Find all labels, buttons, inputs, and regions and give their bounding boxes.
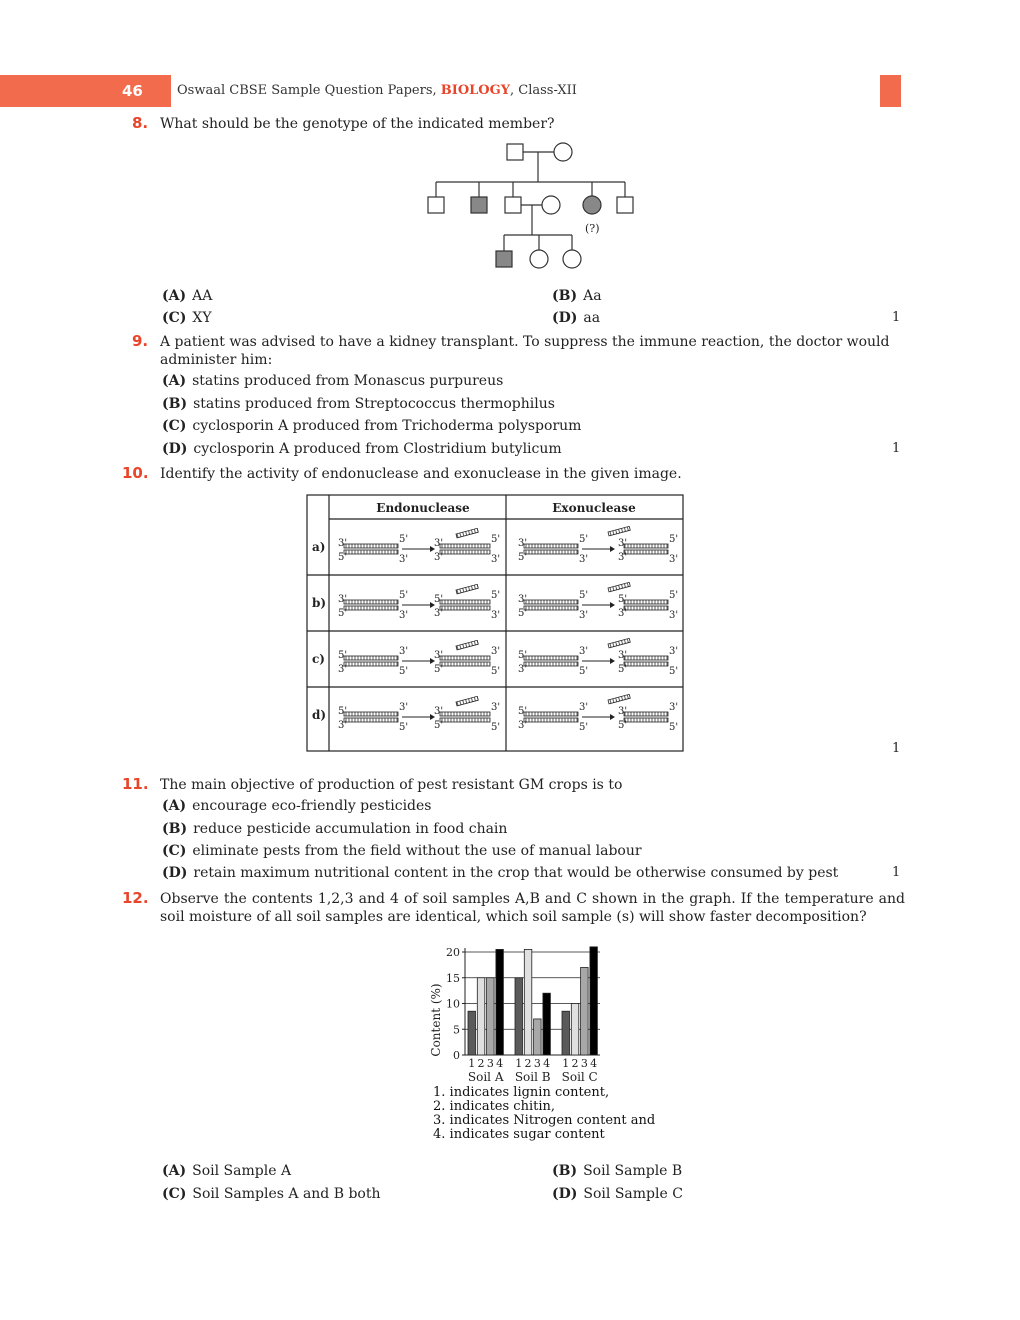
nuclease-table bbox=[306, 494, 686, 754]
option-text: statins produced from Monascus purpureus bbox=[192, 373, 504, 389]
dna-fragment bbox=[608, 582, 630, 592]
dna-strand bbox=[624, 656, 668, 660]
soil-bar-chart bbox=[425, 938, 615, 1088]
arrow-head bbox=[610, 602, 615, 608]
strand-end-label: 5' bbox=[579, 534, 589, 545]
strand-end-label: 3' bbox=[338, 594, 348, 605]
series-tick-label: 2 bbox=[524, 1057, 532, 1070]
pedigree-affected-female bbox=[583, 196, 601, 214]
strand-end-label: 5' bbox=[518, 706, 528, 717]
y-tick-label: 15 bbox=[446, 971, 460, 985]
title-suffix: , Class-XII bbox=[510, 83, 577, 98]
option-a bbox=[162, 373, 503, 389]
option-b bbox=[162, 396, 555, 412]
strand-end-label: 3' bbox=[434, 552, 444, 563]
pedigree-male bbox=[617, 197, 633, 213]
arrow-head bbox=[610, 658, 615, 664]
arrow-head bbox=[610, 714, 615, 720]
header-bar bbox=[0, 75, 171, 107]
strand-end-label: 5' bbox=[618, 664, 628, 675]
dna-fragment bbox=[608, 638, 630, 648]
strand-end-label: 5' bbox=[491, 666, 501, 677]
strand-end-label: 3' bbox=[618, 552, 628, 563]
strand-end-label: 5' bbox=[491, 590, 501, 601]
row-label-c: c) bbox=[312, 652, 325, 666]
strand-end-label: 5' bbox=[618, 594, 628, 605]
group-label: Soil A bbox=[467, 1070, 504, 1084]
dna-strand bbox=[344, 662, 398, 666]
bar bbox=[468, 1011, 476, 1055]
option-text: Soil Sample B bbox=[583, 1163, 683, 1179]
strand-end-label: 5' bbox=[338, 706, 348, 717]
strand-end-label: 3' bbox=[399, 646, 409, 657]
option-c bbox=[162, 310, 212, 326]
strand-end-label: 3' bbox=[669, 702, 679, 713]
dna-strand bbox=[624, 606, 668, 610]
dna-strand bbox=[344, 600, 398, 604]
dna-fragment bbox=[456, 640, 478, 650]
strand-end-label: 5' bbox=[669, 590, 679, 601]
strand-end-label: 3' bbox=[491, 554, 501, 565]
strand-end-label: 3' bbox=[491, 646, 501, 657]
dna-strand bbox=[440, 544, 490, 548]
y-axis-label: Content (%) bbox=[429, 983, 443, 1057]
option-a bbox=[162, 288, 212, 304]
option-text: Soil Sample C bbox=[583, 1186, 683, 1202]
series-tick-label: 3 bbox=[533, 1057, 541, 1070]
strand-end-label: 3' bbox=[579, 610, 589, 621]
strand-end-label: 3' bbox=[518, 538, 528, 549]
endonuclease-header: Endonuclease bbox=[376, 501, 470, 515]
strand-end-label: 5' bbox=[518, 650, 528, 661]
pedigree-affected-male bbox=[471, 197, 487, 213]
strand-end-label: 5' bbox=[338, 650, 348, 661]
strand-end-label: 5' bbox=[579, 666, 589, 677]
option-key: (A) bbox=[162, 373, 187, 389]
dna-strand bbox=[624, 550, 668, 554]
option-text: encourage eco-friendly pesticides bbox=[192, 798, 432, 814]
page-number: 46 bbox=[122, 82, 143, 100]
dna-strand bbox=[344, 718, 398, 722]
option-d bbox=[552, 1186, 683, 1202]
dna-strand bbox=[440, 712, 490, 716]
option-text: eliminate pests from the field without the use of manual labour bbox=[192, 843, 642, 859]
dna-fragment bbox=[456, 696, 478, 706]
pedigree-male bbox=[505, 197, 521, 213]
question-text: Identify the activity of endonuclease and exonuclease in the given image. bbox=[160, 466, 682, 482]
strand-end-label: 3' bbox=[434, 608, 444, 619]
row-label-b: b) bbox=[312, 596, 327, 610]
option-text: AA bbox=[192, 288, 213, 304]
pedigree-indicator-label: (?) bbox=[585, 222, 600, 235]
option-d bbox=[552, 310, 600, 326]
option-key: (C) bbox=[162, 843, 187, 859]
dna-fragment bbox=[456, 584, 478, 594]
series-tick-label: 4 bbox=[590, 1057, 598, 1070]
strand-end-label: 5' bbox=[579, 590, 589, 601]
option-key: (D) bbox=[552, 310, 578, 326]
strand-end-label: 3' bbox=[579, 702, 589, 713]
option-key: (A) bbox=[162, 1163, 187, 1179]
series-tick-label: 3 bbox=[580, 1057, 588, 1070]
y-tick-label: 5 bbox=[453, 1023, 460, 1037]
option-key: (D) bbox=[552, 1186, 578, 1202]
legend-note: 1. indicates lignin content, bbox=[433, 1085, 610, 1100]
strand-end-label: 5' bbox=[491, 722, 501, 733]
pedigree-female bbox=[530, 250, 548, 268]
dna-strand bbox=[624, 712, 668, 716]
question-text: What should be the genotype of the indicated member? bbox=[160, 116, 555, 132]
option-text: cyclosporin A produced from Trichoderma polysporum bbox=[192, 418, 582, 434]
dna-strand bbox=[624, 544, 668, 548]
bar bbox=[496, 949, 504, 1055]
option-key: (A) bbox=[162, 288, 187, 304]
strand-end-label: 3' bbox=[579, 646, 589, 657]
dna-strand bbox=[440, 600, 490, 604]
strand-end-label: 5' bbox=[338, 608, 348, 619]
option-text: aa bbox=[583, 310, 601, 326]
option-a bbox=[162, 798, 431, 814]
legend-note: 4. indicates sugar content bbox=[433, 1127, 605, 1142]
strand-end-label: 3' bbox=[434, 706, 444, 717]
series-tick-label: 1 bbox=[468, 1057, 476, 1070]
strand-end-label: 3' bbox=[399, 554, 409, 565]
strand-end-label: 3' bbox=[434, 538, 444, 549]
dna-strand bbox=[524, 606, 578, 610]
series-tick-label: 2 bbox=[571, 1057, 579, 1070]
strand-end-label: 3' bbox=[618, 538, 628, 549]
series-tick-label: 1 bbox=[515, 1057, 523, 1070]
option-text: retain maximum nutritional content in the crop that would be otherwise consumed by pest bbox=[193, 865, 839, 881]
strand-end-label: 3' bbox=[669, 554, 679, 565]
option-d bbox=[162, 441, 562, 457]
option-key: (D) bbox=[162, 441, 188, 457]
strand-end-label: 3' bbox=[338, 664, 348, 675]
option-key: (C) bbox=[162, 1186, 187, 1202]
pedigree-female bbox=[563, 250, 581, 268]
row-label-d: d) bbox=[312, 708, 327, 722]
option-text: reduce pesticide accumulation in food chain bbox=[193, 821, 508, 837]
option-key: (B) bbox=[552, 1163, 578, 1179]
question-number: 8. bbox=[132, 114, 149, 132]
strand-end-label: 3' bbox=[669, 646, 679, 657]
bar bbox=[534, 1019, 542, 1055]
dna-strand bbox=[440, 550, 490, 554]
bar bbox=[524, 949, 532, 1055]
title-prefix: Oswaal CBSE Sample Question Papers, bbox=[177, 83, 441, 98]
row-label-a: a) bbox=[312, 540, 326, 554]
strand-end-label: 5' bbox=[579, 722, 589, 733]
option-c bbox=[162, 843, 642, 859]
question-number: 12. bbox=[122, 889, 149, 907]
question-text: Observe the contents 1,2,3 and 4 of soil samples A,B and C shown in the graph. If the temperature and soil moisture of all soil samples are identical, which soil sample (s) will show faster decomposition? bbox=[160, 891, 905, 925]
option-b bbox=[552, 1163, 682, 1179]
dna-strand bbox=[524, 718, 578, 722]
option-d bbox=[162, 865, 838, 881]
option-key: (D) bbox=[162, 865, 188, 881]
dna-strand bbox=[440, 662, 490, 666]
pedigree-affected-male bbox=[496, 251, 512, 267]
bar bbox=[515, 978, 523, 1055]
strand-end-label: 3' bbox=[338, 720, 348, 731]
dna-fragment bbox=[608, 694, 630, 704]
option-key: (C) bbox=[162, 418, 187, 434]
strand-end-label: 5' bbox=[399, 590, 409, 601]
series-tick-label: 3 bbox=[486, 1057, 494, 1070]
dna-strand bbox=[344, 550, 398, 554]
strand-end-label: 5' bbox=[669, 722, 679, 733]
series-tick-label: 4 bbox=[496, 1057, 504, 1070]
bar bbox=[590, 947, 598, 1055]
strand-end-label: 5' bbox=[399, 534, 409, 545]
option-text: Soil Sample A bbox=[192, 1163, 292, 1179]
strand-end-label: 3' bbox=[518, 720, 528, 731]
option-b bbox=[552, 288, 602, 304]
y-tick-label: 20 bbox=[446, 946, 460, 959]
dna-strand bbox=[624, 718, 668, 722]
pedigree-male-parent bbox=[507, 144, 523, 160]
option-a bbox=[162, 1163, 291, 1179]
bar bbox=[487, 978, 495, 1055]
strand-end-label: 3' bbox=[518, 594, 528, 605]
dna-strand bbox=[524, 712, 578, 716]
question-text: The main objective of production of pest resistant GM crops is to bbox=[160, 777, 623, 793]
strand-end-label: 3' bbox=[399, 610, 409, 621]
strand-end-label: 5' bbox=[669, 666, 679, 677]
bar bbox=[581, 967, 589, 1055]
option-text: Aa bbox=[583, 288, 602, 304]
pedigree-male bbox=[428, 197, 444, 213]
dna-strand bbox=[344, 606, 398, 610]
dna-strand bbox=[344, 712, 398, 716]
option-text: XY bbox=[192, 310, 212, 326]
strand-end-label: 5' bbox=[399, 722, 409, 733]
marks: 1 bbox=[892, 441, 901, 456]
question-number: 10. bbox=[122, 464, 149, 482]
strand-end-label: 5' bbox=[338, 552, 348, 563]
subject-label: BIOLOGY bbox=[440, 83, 511, 98]
dna-strand bbox=[440, 718, 490, 722]
series-tick-label: 1 bbox=[562, 1057, 570, 1070]
legend-note: 2. indicates chitin, bbox=[433, 1099, 555, 1114]
strand-end-label: 3' bbox=[491, 702, 501, 713]
option-text: statins produced from Streptococcus thermophilus bbox=[193, 396, 555, 412]
dna-strand bbox=[524, 656, 578, 660]
dna-strand bbox=[344, 656, 398, 660]
strand-end-label: 5' bbox=[618, 720, 628, 731]
strand-end-label: 3' bbox=[618, 706, 628, 717]
question-number: 11. bbox=[122, 775, 149, 793]
option-text: Soil Samples A and B both bbox=[192, 1186, 381, 1202]
series-tick-label: 4 bbox=[543, 1057, 551, 1070]
dna-strand bbox=[524, 550, 578, 554]
option-key: (B) bbox=[552, 288, 578, 304]
strand-end-label: 5' bbox=[491, 534, 501, 545]
strand-end-label: 3' bbox=[434, 650, 444, 661]
dna-strand bbox=[524, 662, 578, 666]
strand-end-label: 3' bbox=[618, 650, 628, 661]
strand-end-label: 3' bbox=[399, 702, 409, 713]
strand-end-label: 5' bbox=[669, 534, 679, 545]
series-tick-label: 2 bbox=[477, 1057, 485, 1070]
marks: 1 bbox=[892, 310, 901, 325]
bar bbox=[571, 1004, 579, 1056]
marks: 1 bbox=[892, 741, 901, 756]
pedigree-female bbox=[542, 196, 560, 214]
strand-end-label: 3' bbox=[618, 608, 628, 619]
question-number: 9. bbox=[132, 332, 149, 350]
dna-strand bbox=[344, 544, 398, 548]
strand-end-label: 5' bbox=[399, 666, 409, 677]
dna-strand bbox=[624, 600, 668, 604]
dna-strand bbox=[524, 600, 578, 604]
strand-end-label: 3' bbox=[338, 538, 348, 549]
chart-legend-notes bbox=[433, 1086, 655, 1142]
dna-fragment bbox=[456, 528, 478, 538]
strand-end-label: 3' bbox=[669, 610, 679, 621]
dna-diagrams bbox=[338, 526, 678, 733]
strand-end-label: 5' bbox=[434, 720, 444, 731]
dna-strand bbox=[624, 662, 668, 666]
strand-end-label: 3' bbox=[579, 554, 589, 565]
option-key: (B) bbox=[162, 396, 188, 412]
group-label: Soil B bbox=[514, 1070, 551, 1084]
option-b bbox=[162, 821, 507, 837]
legend-note: 3. indicates Nitrogen content and bbox=[433, 1113, 656, 1128]
question-text: A patient was advised to have a kidney transplant. To suppress the immune reaction, the doctor would administer him: bbox=[160, 334, 890, 368]
strand-end-label: 5' bbox=[518, 552, 528, 563]
strand-end-label: 5' bbox=[518, 608, 528, 619]
option-c bbox=[162, 418, 581, 434]
marks: 1 bbox=[892, 865, 901, 880]
strand-end-label: 5' bbox=[434, 594, 444, 605]
pedigree-chart bbox=[420, 138, 650, 278]
bar bbox=[477, 978, 485, 1055]
option-text: cyclosporin A produced from Clostridium butylicum bbox=[193, 441, 562, 457]
header-corner-tab bbox=[880, 75, 901, 107]
option-key: (B) bbox=[162, 821, 188, 837]
y-tick-label: 10 bbox=[446, 997, 460, 1011]
pedigree-female-parent bbox=[554, 143, 572, 161]
strand-end-label: 3' bbox=[518, 664, 528, 675]
strand-end-label: 5' bbox=[434, 664, 444, 675]
bar bbox=[562, 1011, 570, 1055]
option-key: (A) bbox=[162, 798, 187, 814]
dna-fragment bbox=[608, 526, 630, 536]
option-c bbox=[162, 1186, 381, 1202]
dna-strand bbox=[440, 656, 490, 660]
page-title bbox=[177, 83, 577, 98]
group-label: Soil C bbox=[561, 1070, 598, 1084]
arrow-head bbox=[610, 546, 615, 552]
dna-strand bbox=[524, 544, 578, 548]
exonuclease-header: Exonuclease bbox=[552, 501, 636, 515]
strand-end-label: 3' bbox=[491, 610, 501, 621]
option-key: (C) bbox=[162, 310, 187, 326]
dna-strand bbox=[440, 606, 490, 610]
bar bbox=[543, 993, 551, 1055]
y-tick-label: 0 bbox=[453, 1049, 460, 1062]
